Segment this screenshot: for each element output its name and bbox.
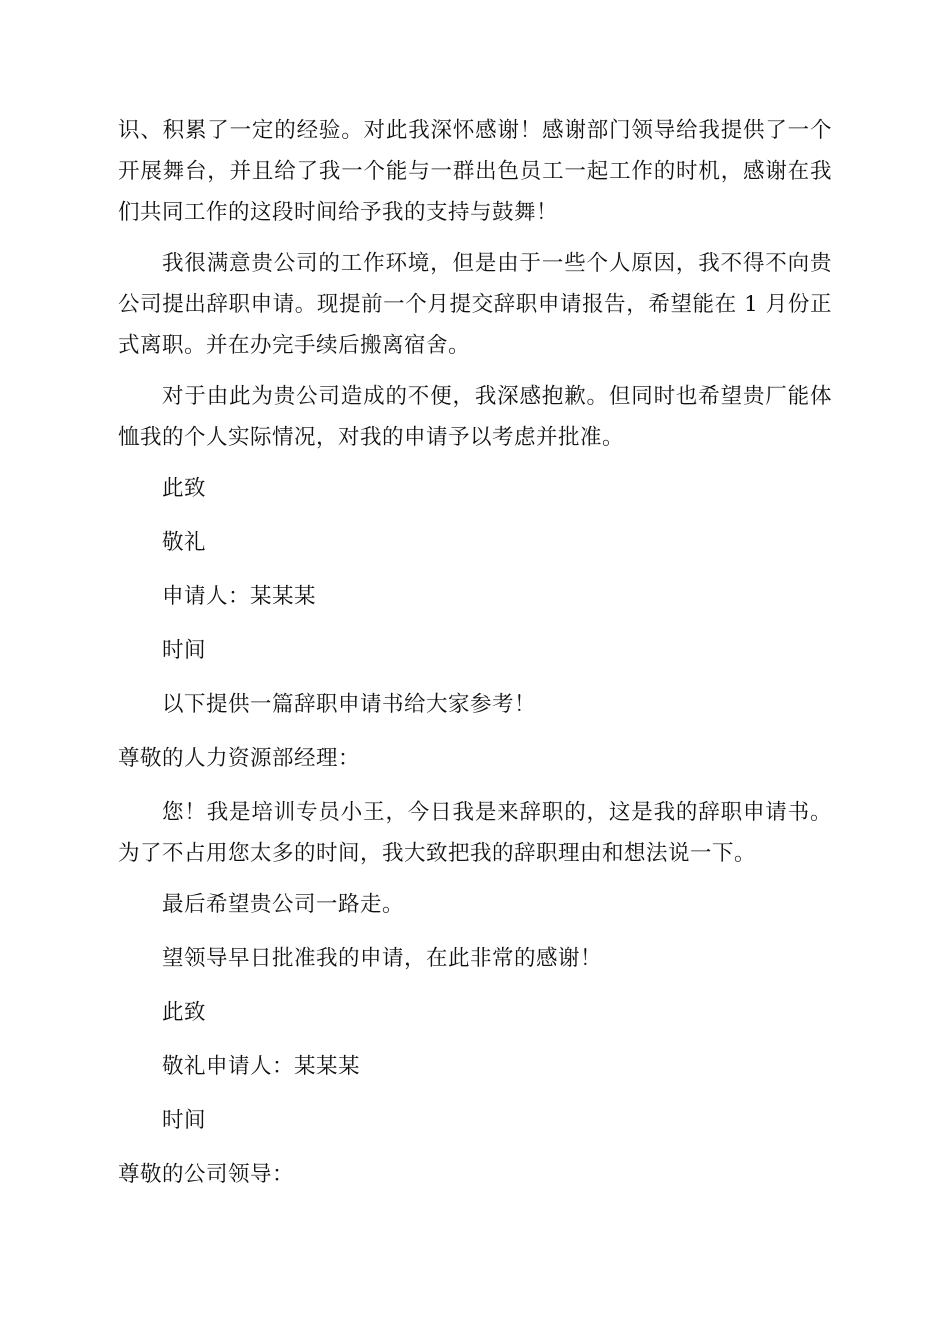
- paragraph-apology: 对于由此为贵公司造成的不便，我深感抱歉。但同时也希望贵厂能体恤我的个人实际情况，对我的申请予以考虑并批准。: [118, 384, 832, 450]
- date-label-2: 时间: [162, 1108, 207, 1133]
- closing-request: 望领导早日批准我的申请，在此非常的感谢！: [162, 946, 603, 971]
- closing-jingli: 敬礼: [162, 530, 207, 555]
- salutation-hr-manager: 尊敬的人力资源部经理：: [118, 746, 361, 771]
- closing-wish: 最后希望贵公司一路走。: [162, 892, 405, 917]
- closing-cizhi: 此致: [162, 476, 207, 501]
- paragraph-gratitude: 识、积累了一定的经验。对此我深怀感谢！感谢部门领导给我提供了一个开展舞台，并且给了我一个能与一群出色员工一起工作的时机，感谢在我们共同工作的这段时间给予我的支持与鼓舞！: [118, 118, 832, 225]
- date-label: 时间: [162, 638, 207, 663]
- salutation-company-leader: 尊敬的公司领导：: [118, 1162, 295, 1187]
- applicant-signature: 申请人：某某某: [162, 584, 317, 609]
- applicant-signature-2: 敬礼申请人：某某某: [162, 1054, 361, 1079]
- document-page: [118, 110, 832, 1208]
- closing-cizhi-2: 此致: [162, 1000, 207, 1025]
- sample-intro: 以下提供一篇辞职申请书给大家参考！: [162, 692, 537, 717]
- paragraph-resignation-reason: 我很满意贵公司的工作环境，但是由于一些个人原因，我不得不向贵公司提出辞职申请。现提前一个月提交辞职申请报告，希望能在 1 月份正式离职。并在办完手续后搬离宿舍。: [118, 251, 832, 358]
- paragraph-intro-self: 您！我是培训专员小王，今日我是来辞职的，这是我的辞职申请书。为了不占用您太多的时间，我大致把我的辞职理由和想法说一下。: [118, 800, 832, 866]
